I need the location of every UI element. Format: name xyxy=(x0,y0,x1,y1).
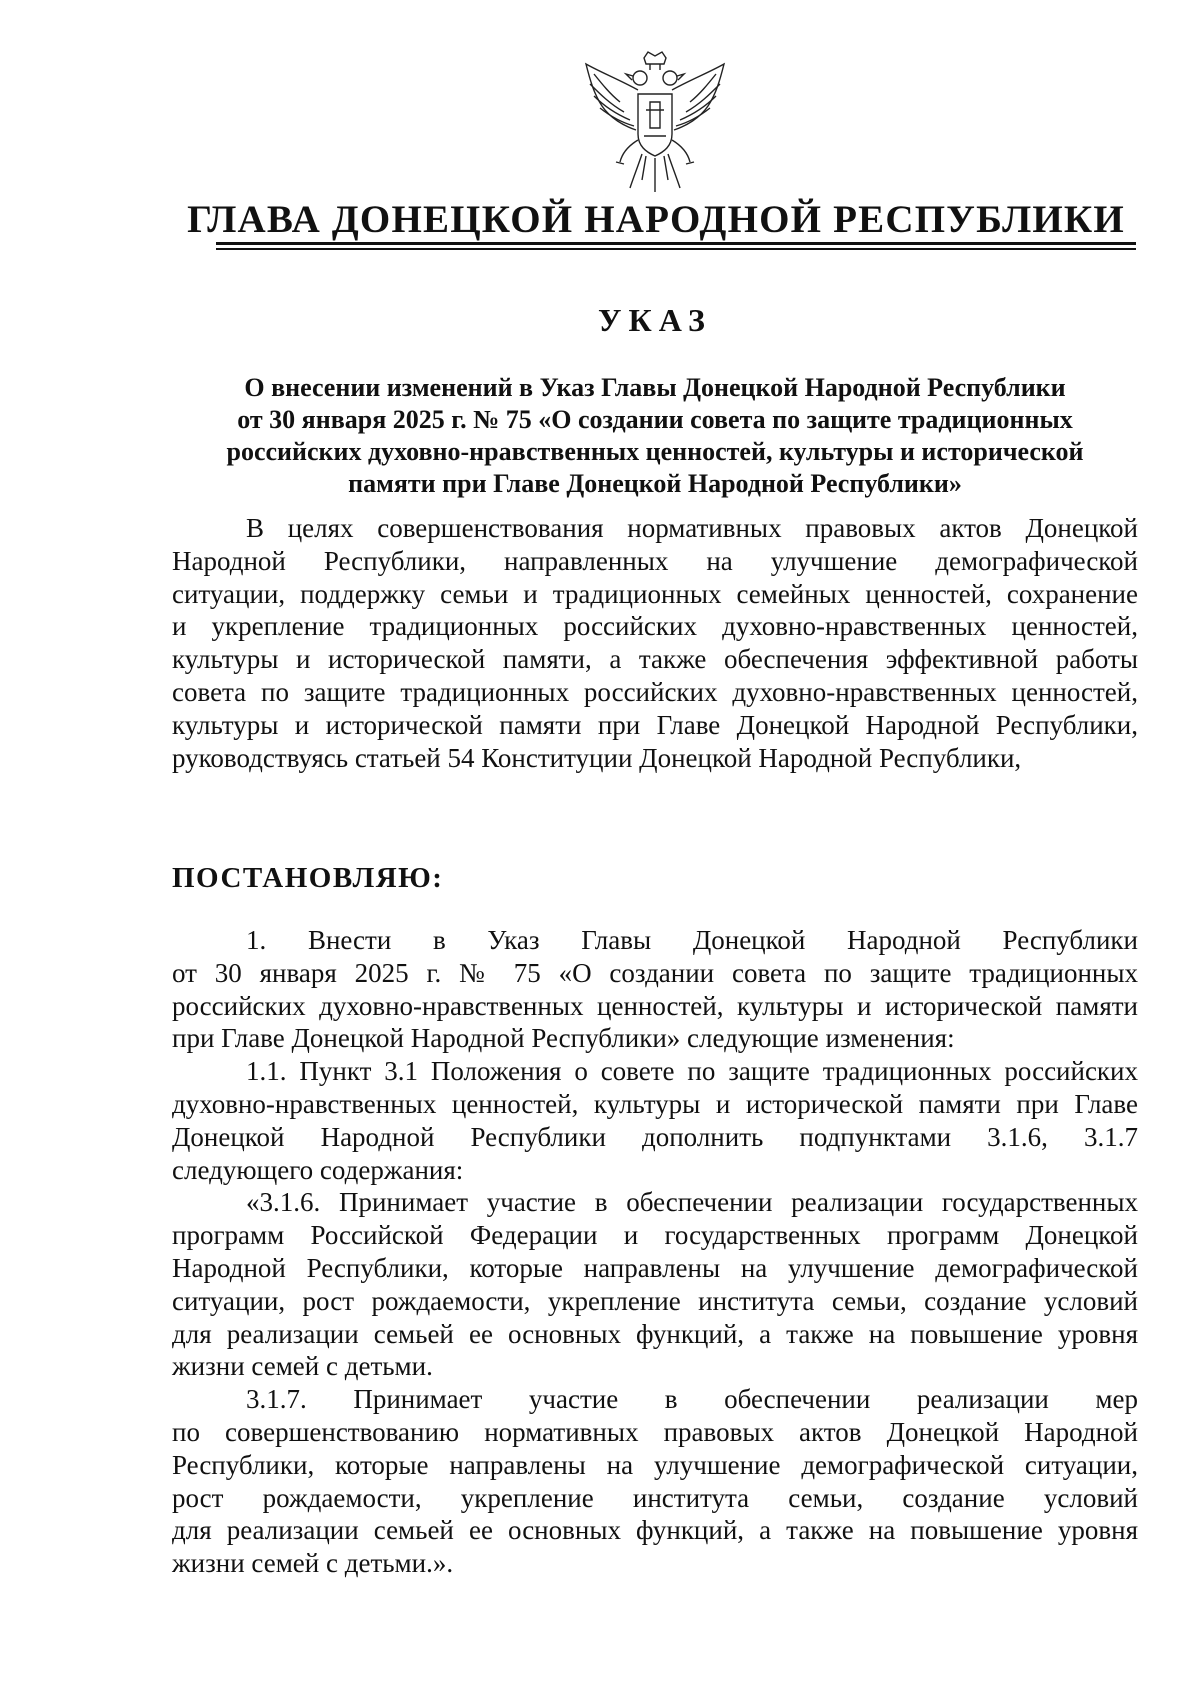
clause-line: 3.1.7. Принимает участие в обеспечении реализации мер xyxy=(246,1384,1138,1415)
clause-line: 1.1. Пункт 3.1 Положения о совете по защите традиционных российских xyxy=(246,1056,1138,1087)
subject-line: О внесении изменений в Указ Главы Донецкой Народной Республики xyxy=(244,373,1066,402)
clause-line: Донецкой Народной Республики дополнить подпунктами 3.1.6, 3.1.7 xyxy=(172,1121,1138,1152)
clause-line: при Главе Донецкой Народной Республики» следующие изменения: xyxy=(172,1023,955,1054)
preamble-line: Народной Республики, направленных на улучшение демографической xyxy=(172,545,1138,576)
clause-line: Республики, которые направлены на улучшение демографической ситуации, xyxy=(172,1449,1138,1480)
issuer-title: ГЛАВА ДОНЕЦКОЙ НАРОДНОЙ РЕСПУБЛИКИ xyxy=(187,198,1125,241)
clause-line: для реализации семьей ее основных функций, а также на повышение уровня xyxy=(172,1515,1138,1546)
clause-line: от 30 января 2025 г. № 75 «О создании совета по защите традиционных xyxy=(172,957,1138,988)
preamble-line: и укрепление традиционных российских духовно-нравственных ценностей, xyxy=(172,611,1138,642)
preamble-paragraph xyxy=(172,512,1138,774)
preamble-line: ситуации, поддержку семьи и традиционных семейных ценностей, сохранение xyxy=(172,578,1138,609)
document-type: УКАЗ xyxy=(598,302,712,338)
clauses-text xyxy=(172,924,1138,1580)
clause-line: программ Российской Федерации и государственных программ Донецкой xyxy=(172,1220,1138,1251)
subject-line: памяти при Главе Донецкой Народной Республики» xyxy=(348,469,962,498)
preamble-line: культуры и исторической памяти при Главе Донецкой Народной Республики, xyxy=(172,709,1138,740)
coat-of-arms-emblem xyxy=(580,50,730,200)
subject-line: российских духовно-нравственных ценностей, культуры и исторической xyxy=(226,437,1084,466)
subject-line: от 30 января 2025 г. № 75 «О создании совета по защите традиционных xyxy=(237,405,1073,434)
clause-line: следующего содержания: xyxy=(172,1154,464,1185)
document-subject xyxy=(170,372,1140,500)
clause-line: ситуации, рост рождаемости, укрепление института семьи, создание условий xyxy=(172,1285,1138,1316)
clause-line: рост рождаемости, укрепление института семьи, создание условий xyxy=(172,1482,1138,1513)
preamble-line: руководствуясь статьей 54 Конституции Донецкой Народной Республики, xyxy=(172,742,1022,773)
preamble-line: В целях совершенствования нормативных правовых актов Донецкой xyxy=(246,513,1138,543)
clause-line: жизни семей с детьми.». xyxy=(172,1548,454,1579)
clause-line: духовно-нравственных ценностей, культуры и исторической памяти при Главе xyxy=(172,1088,1138,1119)
resolve-heading: ПОСТАНОВЛЯЮ: xyxy=(172,862,444,894)
clause-line: Народной Республики, которые направлены на улучшение демографической xyxy=(172,1252,1138,1283)
rule-thin-line xyxy=(216,248,1136,250)
title-double-rule xyxy=(216,242,1136,252)
clause-line: по совершенствованию нормативных правовых актов Донецкой Народной xyxy=(172,1416,1138,1447)
clause-line: российских духовно-нравственных ценностей, культуры и исторической памяти xyxy=(172,990,1138,1021)
rule-thick-line xyxy=(216,242,1136,245)
preamble-line: культуры и исторической памяти, а также обеспечения эффективной работы xyxy=(172,644,1138,675)
preamble-line: совета по защите традиционных российских духовно-нравственных ценностей, xyxy=(172,676,1138,707)
clause-line: «3.1.6. Принимает участие в обеспечении реализации государственных xyxy=(246,1187,1138,1218)
clause-line: для реализации семьей ее основных функций, а также на повышение уровня xyxy=(172,1318,1138,1349)
clause-line: 1. Внести в Указ Главы Донецкой Народной Республики xyxy=(246,925,1138,955)
clause-line: жизни семей с детьми. xyxy=(172,1351,433,1382)
